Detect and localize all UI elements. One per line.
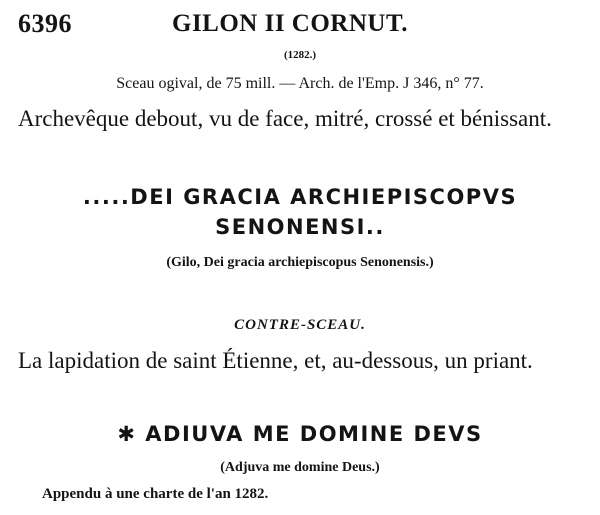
seal-transcription: (Gilo, Dei gracia archiepiscopus Senonensis.) <box>166 255 434 270</box>
counter-seal-legend: ✱ ADIUVA ME DOMINE DEVS <box>117 422 483 446</box>
seal-legend-line-2: SENONENSI.. <box>215 215 385 239</box>
seal-description: Archevêque debout, vu de face, mitré, crossé et bénissant. <box>18 106 552 131</box>
charter-note: Appendu à une charte de l'an 1282. <box>42 486 269 502</box>
counter-seal-description: La lapidation de saint Étienne, et, au-dessous, un priant. <box>18 348 533 373</box>
seal-archive-reference: Sceau ogival, de 75 mill. — Arch. de l'Emp. J 346, n° 77. <box>116 75 484 92</box>
entry-year: (1282.) <box>283 49 317 61</box>
entry-number: 6396 <box>18 9 72 38</box>
seal-legend-line-1: .....DEI GRACIA ARCHIEPISCOPVS <box>82 185 518 209</box>
entry-title: GILON II CORNUT. <box>172 10 409 37</box>
counter-seal-heading: CONTRE-SCEAU. <box>234 317 366 333</box>
counter-seal-transcription: (Adjuva me domine Deus.) <box>220 460 380 475</box>
